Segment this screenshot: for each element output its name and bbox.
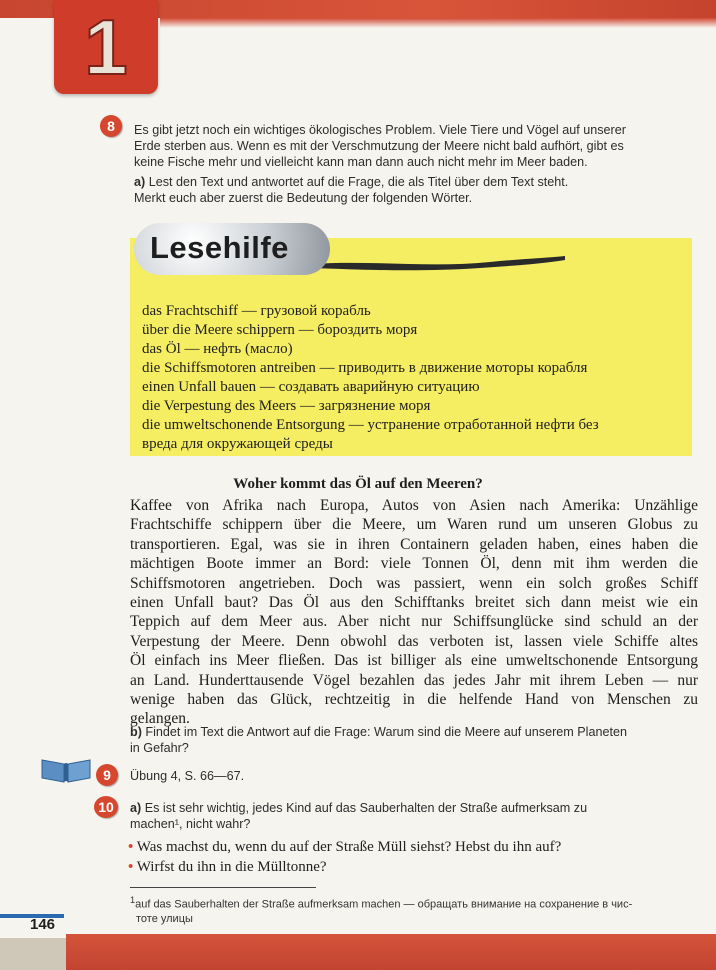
task-a-text: Es ist sehr wichtig, jedes Kind auf das Sauberhalten der Straße aufmerksam zu bbox=[144, 801, 588, 815]
vocab-item: die umweltschonende Entsorgung — устранение отработанной нефти без bbox=[142, 417, 599, 433]
exercise-8-task-a bbox=[134, 174, 700, 206]
reading-line: Öl einfach ins Meer fließen. Das ist billiger als eine umweltschonende Entsorgung bbox=[130, 652, 698, 670]
reading-line: Verpestung der Meere. Denn obwohl das verboten ist, lassen viele Schiffe altes bbox=[130, 632, 698, 650]
exercise-10-badge: 10 bbox=[94, 796, 118, 818]
footnote bbox=[130, 893, 700, 926]
reading-text bbox=[130, 496, 698, 729]
vocab-item: вреда для окружающей среды bbox=[142, 436, 333, 452]
top-decorative-band-shadow bbox=[160, 18, 716, 28]
exercise-8-intro bbox=[134, 122, 700, 170]
reading-line: wenige haben das Glück, rechtzeitig in die helfende Hand von Menschen zu bbox=[130, 691, 698, 709]
bullet-dot-icon: • bbox=[128, 839, 134, 855]
task-b-line: in Gefahr? bbox=[130, 741, 189, 755]
reading-line: Kaffee von Afrika nach Europa, Autos von Asien nach Amerika: Unzählige bbox=[130, 497, 698, 514]
exercise-8-task-a-line: Merkt euch aber zuerst die Bedeutung der folgenden Wörter. bbox=[134, 191, 473, 205]
reading-title: Woher kommt das Öl auf den Meeren? bbox=[233, 476, 483, 492]
vocab-item: das Frachtschiff — грузовой корабль bbox=[142, 303, 371, 319]
vocab-item: die Schiffsmotoren antreiben — приводить в движение моторы корабля bbox=[142, 360, 588, 376]
unit-number: 1 bbox=[84, 3, 128, 91]
reading-line: an Land. Hunderttausende Vögel bezahlen das jedes Jahr mit ihrem Leben — nur bbox=[130, 671, 698, 689]
bullet-item bbox=[128, 838, 561, 857]
reading-line: Frachtschiffe schippern über die Meere, um Waren rund um unseren Globus zu bbox=[130, 516, 698, 534]
task-a-label: a) bbox=[130, 801, 142, 815]
bottom-band-left bbox=[0, 938, 66, 970]
exercise-8-intro-line: keine Fische mehr und vielleicht kann man dann auch nicht mehr im Meer baden. bbox=[134, 155, 588, 169]
exercise-9-badge: 9 bbox=[96, 764, 118, 786]
open-book-icon bbox=[38, 754, 94, 784]
task-b bbox=[130, 724, 700, 756]
vocab-item: das Öl — нефть (масло) bbox=[142, 341, 293, 357]
vocab-item: die Verpestung des Meers — загрязнение моря bbox=[142, 398, 431, 414]
task-b-text: Findet im Text die Antwort auf die Frage: Warum sind die Meere auf unserem Planeten bbox=[145, 725, 627, 739]
bottom-decorative-band bbox=[66, 934, 716, 970]
page-number: 146 bbox=[30, 916, 56, 933]
exercise-9-text: Übung 4, S. 66—67. bbox=[130, 769, 245, 783]
bullet-text: Was machst du, wenn du auf der Straße Müll siehst? Hebst du ihn auf? bbox=[136, 839, 562, 855]
reading-line: transportieren. Egal, was sie in ihren Containern geladen haben, eines haben die bbox=[130, 535, 698, 553]
exercise-8-task-a-line bbox=[134, 174, 700, 190]
reading-line: Teppich auf dem Meer aus. Aber nicht nur Schiffsunglücke sind schuld an der bbox=[130, 613, 698, 631]
task-b-line bbox=[130, 724, 700, 740]
exercise-10-task-a-line: machen¹, nicht wahr? bbox=[130, 817, 251, 831]
exercise-10-task-a-line bbox=[130, 800, 700, 816]
vocab-item: über die Meere schippern — бороздить моря bbox=[142, 322, 418, 338]
vocab-item: einen Unfall bauen — создавать аварийную ситуацию bbox=[142, 379, 480, 395]
footnote-line: тоте улицы bbox=[136, 912, 193, 925]
bullet-dot-icon: • bbox=[128, 859, 134, 875]
footnote-line bbox=[130, 893, 700, 912]
reading-line: Schiffsmotoren angetrieben. Doch was passiert, wenn ein solch großes Schiff bbox=[130, 574, 698, 592]
footnote-marker: 1 bbox=[130, 895, 136, 905]
bullet-item bbox=[128, 858, 327, 877]
reading-line: einen Unfall baut? Das Öl aus den Schifftanks breitet sich dann meist wie ein bbox=[130, 594, 698, 612]
lesehilfe-brush-stroke bbox=[310, 250, 570, 272]
exercise-10-task-a bbox=[130, 800, 700, 832]
vocab-list bbox=[142, 302, 692, 454]
reading-line: mächtigen Boote immer an Bord: viele Tonnen Öl, denn mit ihm werden die bbox=[130, 555, 698, 573]
reading-line: gelangen. bbox=[130, 710, 190, 728]
exercise-8-badge: 8 bbox=[100, 115, 122, 137]
task-a-text: Lest den Text und antwortet auf die Frage, die als Titel über dem Text steht. bbox=[148, 175, 569, 189]
lesehilfe-title: Lesehilfe bbox=[150, 230, 289, 265]
task-b-label: b) bbox=[130, 725, 142, 739]
footnote-text: auf das Sauberhalten der Straße aufmerksam machen — обращать внимание на сохранение в чис- bbox=[135, 898, 633, 911]
exercise-8-intro-line: Es gibt jetzt noch ein wichtiges ökologisches Problem. Viele Tiere und Vögel auf unserer bbox=[134, 123, 626, 137]
task-a-label: a) bbox=[134, 175, 146, 189]
exercise-8-intro-line: Erde sterben aus. Wenn es mit der Verschmutzung der Meere nicht bald aufhört, gibt es bbox=[134, 139, 624, 153]
bullet-text: Wirfst du ihn in die Mülltonne? bbox=[136, 859, 327, 875]
footnote-divider bbox=[130, 887, 316, 888]
